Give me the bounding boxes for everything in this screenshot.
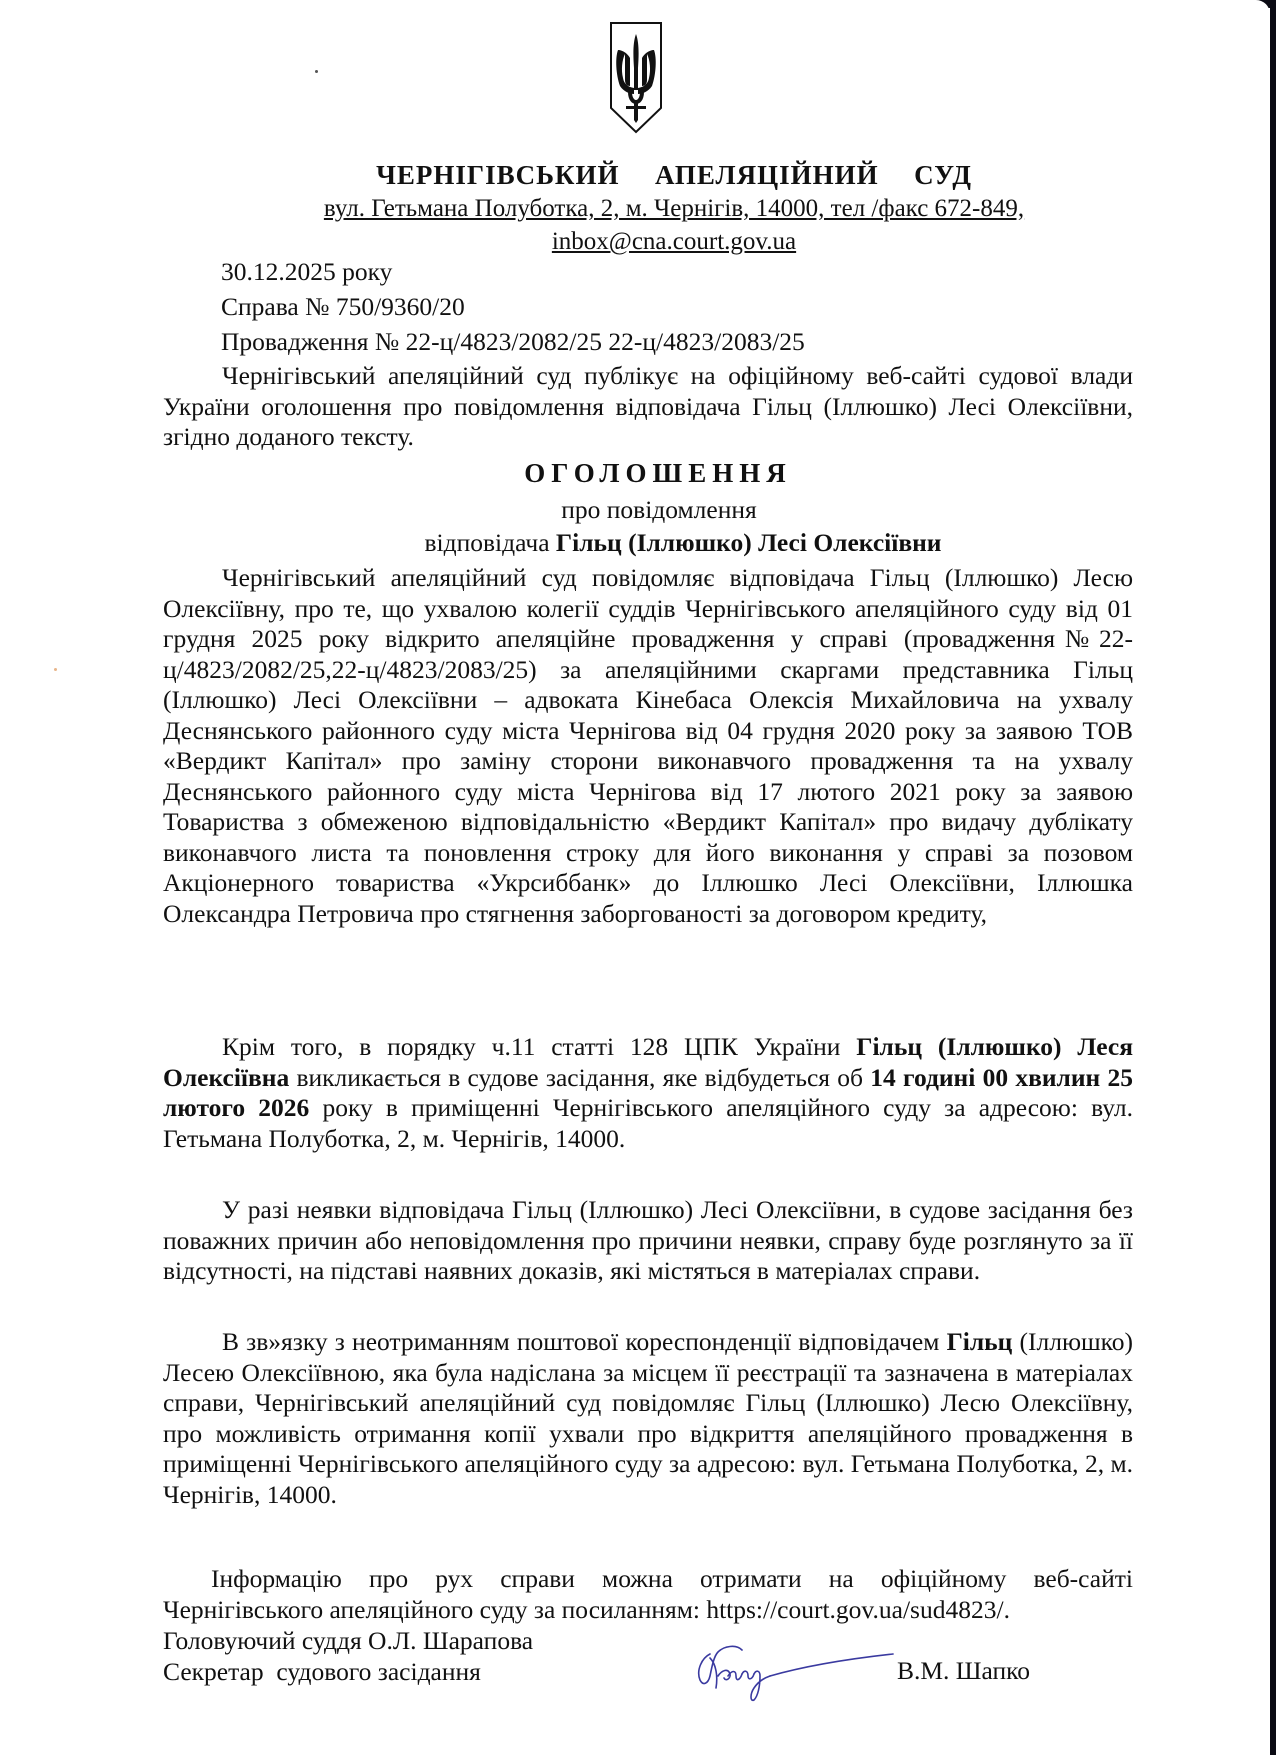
scan-speck (54, 668, 57, 671)
paragraph-case-info-link: Інформацію про рух справи можна отримати на офіційному веб-сайті Чернігівського апеляційного суду за посиланням: https://court.gov.ua/sud4823/. (163, 1564, 1133, 1624)
scan-speck (315, 70, 318, 73)
announcement-subject (0, 528, 1276, 558)
hearing-datetime: 14 годині 00 хвилин 25 лютого 2026 (163, 1062, 1133, 1122)
court-name: ЧЕРНІГІВСЬКИЙ АПЕЛЯЦІЙНИЙ СУД (376, 160, 972, 190)
summoned-person: Гільц (Іллюшко) Леся Олексіївна (163, 1032, 1133, 1092)
secretary-label: Секретар судового засідання (163, 1657, 481, 1686)
scan-page-corner (1236, 0, 1276, 8)
paragraph-court-summons: Крім того, в порядку ч.11 статті 128 ЦПК України Гільц (Іллюшко) Леся Олексіївна викликається в судове засідання, яке відбудеться об 14 годині 00 хвилин 25 лютого 2026 року в приміщенні Чернігівського апеляційного суду за адресою: вул. Гетьмана Полуботка, 2, м. Чернігів, 14000. (163, 1032, 1133, 1153)
proceedings-number: Провадження № 22-ц/4823/2082/25 22-ц/4823/2083/25 (221, 327, 805, 356)
announcement-subtitle: про повідомлення (561, 495, 757, 524)
defendant-name: Гільц (Іллюшко) Лесі Олексіївни (555, 528, 942, 557)
scan-page-edge (1270, 0, 1276, 1755)
intro-paragraph: Чернігівський апеляційний суд публікує на офіційному веб-сайті судової влади України оголошення про повідомлення відповідача Гільц (Іллюшко) Лесі Олексіївни, згідно доданого тексту. (163, 361, 1133, 451)
court-email-link[interactable]: inbox@cna.court.gov.ua (551, 228, 797, 255)
case-number: Справа № 750/9360/20 (221, 292, 465, 321)
court-address: вул. Гетьмана Полуботка, 2, м. Чернігів, 14000, тел /факс 672-849, (323, 195, 1025, 222)
secretary-name: В.М. Шапко (897, 1656, 1031, 1685)
announcement-title: ОГОЛОШЕННЯ (524, 458, 792, 488)
subject-prefix: відповідача (424, 528, 556, 557)
handwritten-signature-icon (688, 1640, 898, 1710)
paragraph-appeal-opened: Чернігівський апеляційний суд повідомляє відповідача Гільц (Іллюшко) Лесю Олексіївну, про те, що ухвалою колегії суддів Чернігівського апеляційного суду від 01 грудня 2025 року відкрито апеляційне провадження у справі (провадження№22-ц/4823/2082/25,22-ц/4823/2083/25) за апеляційними скаргами представника Гільц (Іллюшко) Лесі Олексіївни – адвоката Кінебаса Олексія Михайловича на ухвалу Деснянського районного суду міста Чернігова від 04 грудня 2020 року за заявою ТОВ «Вердикт Капітал» про заміну сторони виконавчого провадження та на ухвалу Деснянського районного суду міста Чернігова від 17 лютого 2021 року за заявою Товариства з обмеженою відповідальністю «Вердикт Капітал» про видачу дублікату виконавчого листа та поновлення строку для його виконання у справі за позовом Акціонерного товариства «Укрсиббанк» до Іллюшко Лесі Олексіївни, Іллюшка Олександра Петровича про стягнення заборгованості за договором кредиту, (163, 563, 1133, 928)
presiding-judge: Головуючий суддя О.Л. Шарапова (163, 1626, 534, 1655)
trident-emblem-icon (608, 20, 664, 135)
paragraph-non-appearance: У разі неявки відповідача Гільц (Іллюшко) Лесі Олексіївни, в судове засідання без поважних причин або неповідомлення про причини неявки, справу буде розглянуто за її відсутності, на підставі наявних доказів, які містяться в матеріалах справи. (163, 1195, 1133, 1285)
document-date: 30.12.2025 року (221, 257, 393, 286)
paragraph-copy-availability: В зв»язку з неотриманням поштової кореспонденції відповідачем Гільц (Іллюшко) Лесею Олексіївною, яка була надіслана за місцем її реєстрації та зазначена в матеріалах справи, Чернігівський апеляційний суд повідомляє Гільц (Іллюшко) Лесю Олексіївну, про можливість отримання копії ухвали про відкриття апеляційного провадження в приміщенні Чернігівського апеляційного суду за адресою: вул. Гетьмана Полуботка, 2, м. Чернігів, 14000. (163, 1327, 1133, 1509)
